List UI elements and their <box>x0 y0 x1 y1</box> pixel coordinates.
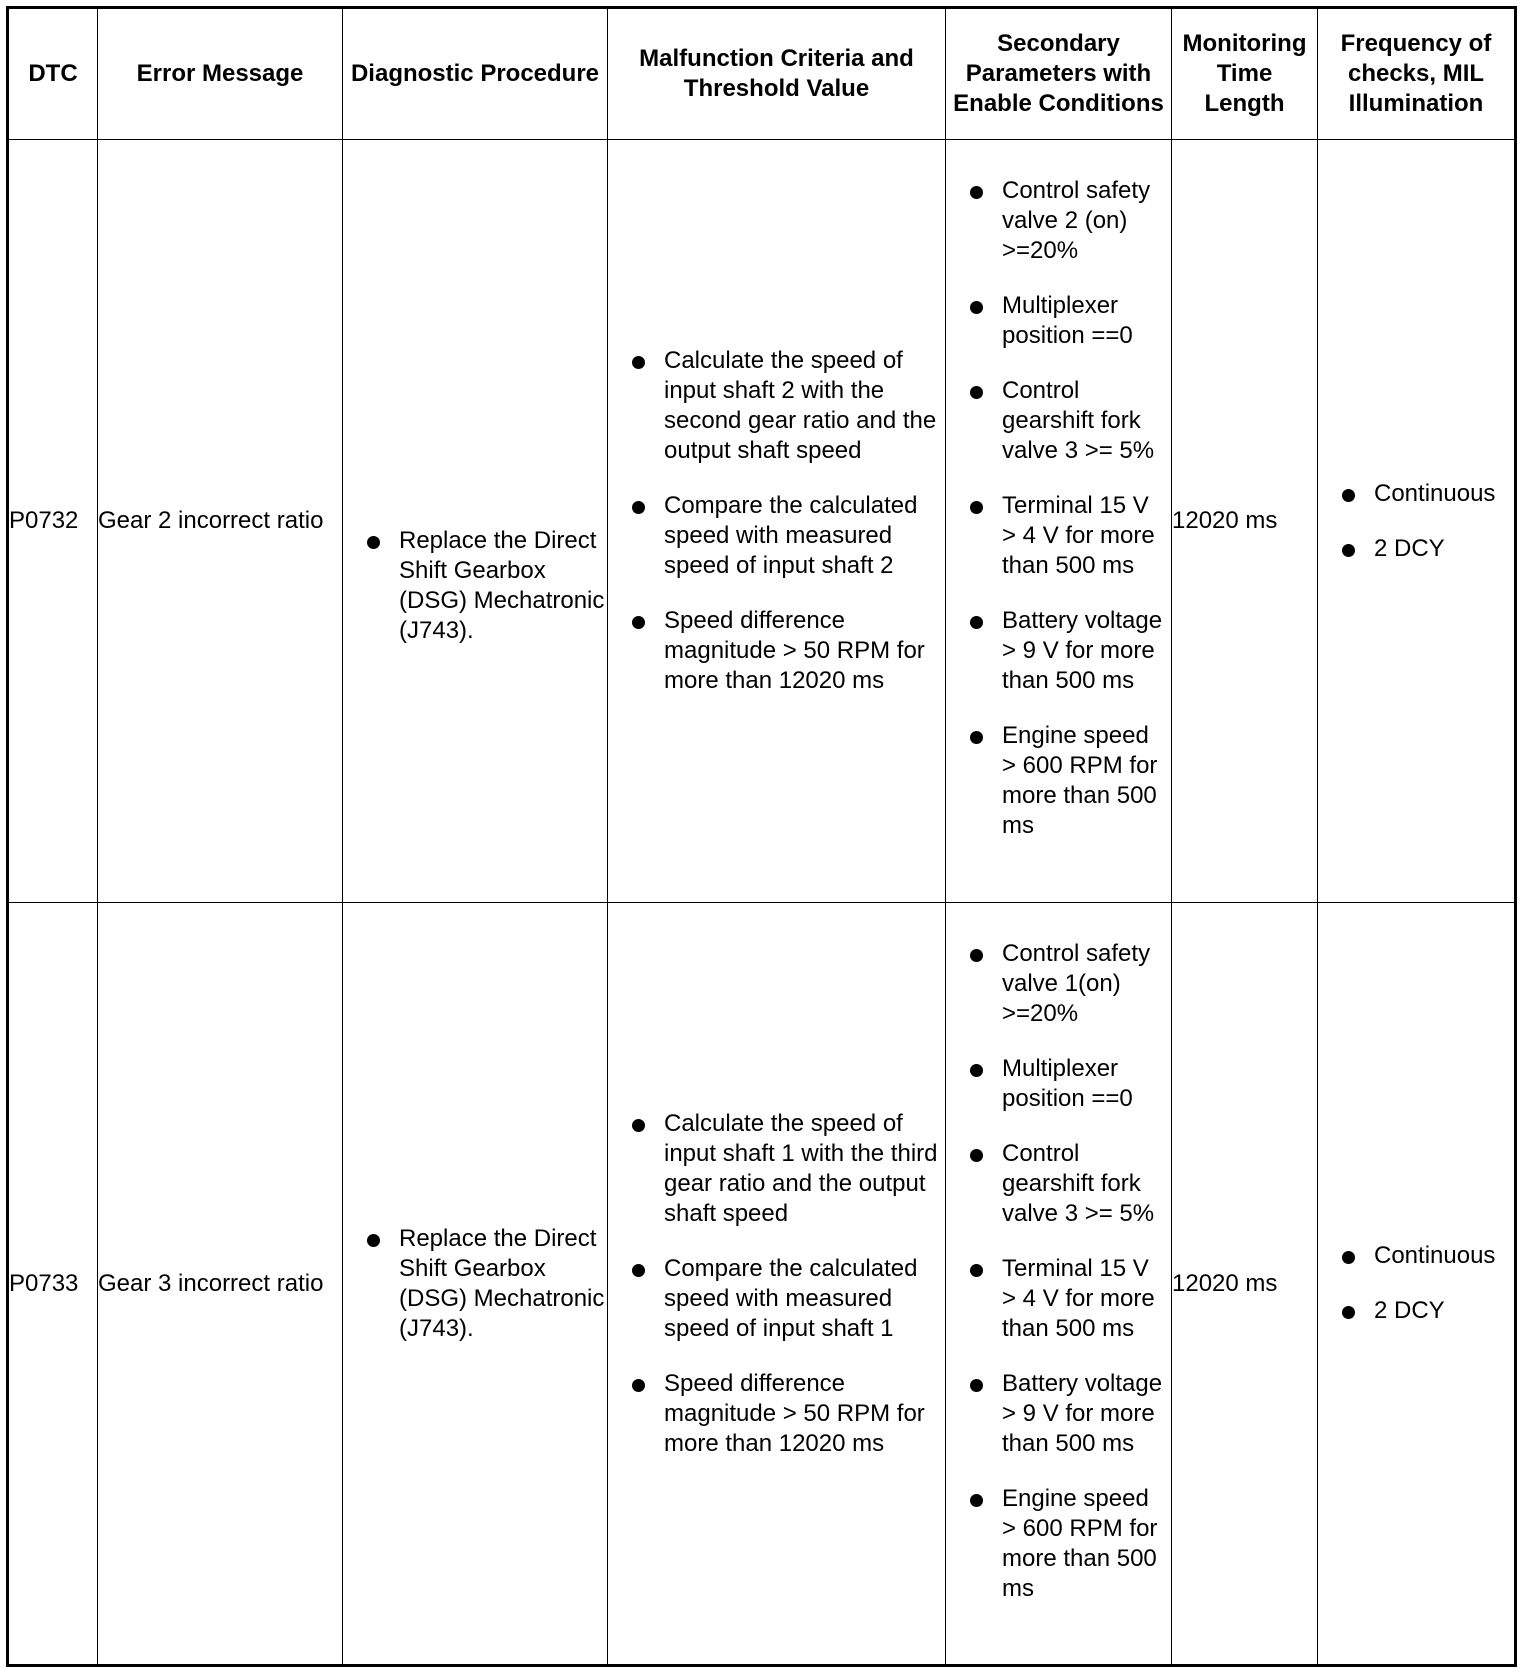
bullet-icon <box>970 386 983 399</box>
bullet-icon <box>1342 1306 1355 1319</box>
bullet-icon <box>632 1119 645 1132</box>
bullet-icon <box>632 356 645 369</box>
secondary-item: Terminal 15 V > 4 V for more than 500 ms <box>946 1254 1171 1344</box>
bullet-icon <box>970 1264 983 1277</box>
bullet-icon <box>970 949 983 962</box>
diagnostic-procedure <box>343 903 608 1666</box>
secondary-item: Control gearshift fork valve 3 >= 5% <box>946 376 1171 466</box>
bullet-icon <box>970 1064 983 1077</box>
frequency <box>1318 903 1516 1666</box>
diagnostic-procedure <box>343 140 608 903</box>
frequency-item: Continuous <box>1318 1241 1514 1271</box>
table-row <box>8 140 1516 903</box>
error-message: Gear 3 incorrect ratio <box>98 903 343 1666</box>
secondary-item: Engine speed > 600 RPM for more than 500 ms <box>946 721 1171 841</box>
criteria-item: Calculate the speed of input shaft 1 with the third gear ratio and the output shaft speed <box>608 1109 945 1229</box>
secondary-item: Control gearshift fork valve 3 >= 5% <box>946 1139 1171 1229</box>
malfunction-criteria <box>608 903 946 1666</box>
secondary-item: Engine speed > 600 RPM for more than 500 ms <box>946 1484 1171 1604</box>
bullet-icon <box>970 1494 983 1507</box>
header-error-message: Error Message <box>98 8 343 140</box>
monitoring-time: 12020 ms <box>1172 140 1318 903</box>
bullet-icon <box>970 616 983 629</box>
header-diagnostic-procedure: Diagnostic Procedure <box>343 8 608 140</box>
header-secondary-parameters: Secondary Parameters with Enable Conditions <box>946 8 1172 140</box>
bullet-icon <box>632 616 645 629</box>
table-body <box>8 140 1516 1666</box>
secondary-item: Terminal 15 V > 4 V for more than 500 ms <box>946 491 1171 581</box>
bullet-icon <box>367 1234 380 1247</box>
frequency-item: 2 DCY <box>1318 1296 1514 1326</box>
bullet-icon <box>1342 1251 1355 1264</box>
bullet-icon <box>1342 544 1355 557</box>
bullet-icon <box>1342 489 1355 502</box>
secondary-item: Control safety valve 2 (on) >=20% <box>946 176 1171 266</box>
bullet-icon <box>632 1379 645 1392</box>
dtc-code: P0733 <box>8 903 98 1666</box>
criteria-item: Compare the calculated speed with measured speed of input shaft 1 <box>608 1254 945 1344</box>
procedure-item: Replace the Direct Shift Gearbox (DSG) Mechatronic (J743). <box>343 526 607 646</box>
bullet-icon <box>970 501 983 514</box>
header-row <box>8 8 1516 140</box>
secondary-item: Multiplexer position ==0 <box>946 1054 1171 1114</box>
criteria-item: Speed difference magnitude > 50 RPM for more than 12020 ms <box>608 1369 945 1459</box>
bullet-icon <box>632 501 645 514</box>
header-monitoring-time: Monitoring Time Length <box>1172 8 1318 140</box>
bullet-icon <box>367 536 380 549</box>
criteria-item: Speed difference magnitude > 50 RPM for more than 12020 ms <box>608 606 945 696</box>
frequency-item: Continuous <box>1318 479 1514 509</box>
header-dtc: DTC <box>8 8 98 140</box>
secondary-parameters <box>946 903 1172 1666</box>
bullet-icon <box>970 301 983 314</box>
secondary-item: Battery voltage > 9 V for more than 500 ms <box>946 606 1171 696</box>
header-malfunction-criteria: Malfunction Criteria and Threshold Value <box>608 8 946 140</box>
dtc-code: P0732 <box>8 140 98 903</box>
criteria-item: Compare the calculated speed with measured speed of input shaft 2 <box>608 491 945 581</box>
bullet-icon <box>970 186 983 199</box>
bullet-icon <box>632 1264 645 1277</box>
procedure-item: Replace the Direct Shift Gearbox (DSG) Mechatronic (J743). <box>343 1224 607 1344</box>
table-header <box>8 8 1516 140</box>
frequency-item: 2 DCY <box>1318 534 1514 564</box>
bullet-icon <box>970 731 983 744</box>
secondary-parameters <box>946 140 1172 903</box>
header-frequency: Frequency of checks, MIL Illumination <box>1318 8 1516 140</box>
criteria-item: Calculate the speed of input shaft 2 with the second gear ratio and the output shaft speed <box>608 346 945 466</box>
error-message: Gear 2 incorrect ratio <box>98 140 343 903</box>
secondary-item: Control safety valve 1(on) >=20% <box>946 939 1171 1029</box>
secondary-item: Battery voltage > 9 V for more than 500 ms <box>946 1369 1171 1459</box>
monitoring-time: 12020 ms <box>1172 903 1318 1666</box>
bullet-icon <box>970 1149 983 1162</box>
bullet-icon <box>970 1379 983 1392</box>
frequency <box>1318 140 1516 903</box>
table-row <box>8 903 1516 1666</box>
secondary-item: Multiplexer position ==0 <box>946 291 1171 351</box>
malfunction-criteria <box>608 140 946 903</box>
dtc-table <box>6 6 1517 1667</box>
